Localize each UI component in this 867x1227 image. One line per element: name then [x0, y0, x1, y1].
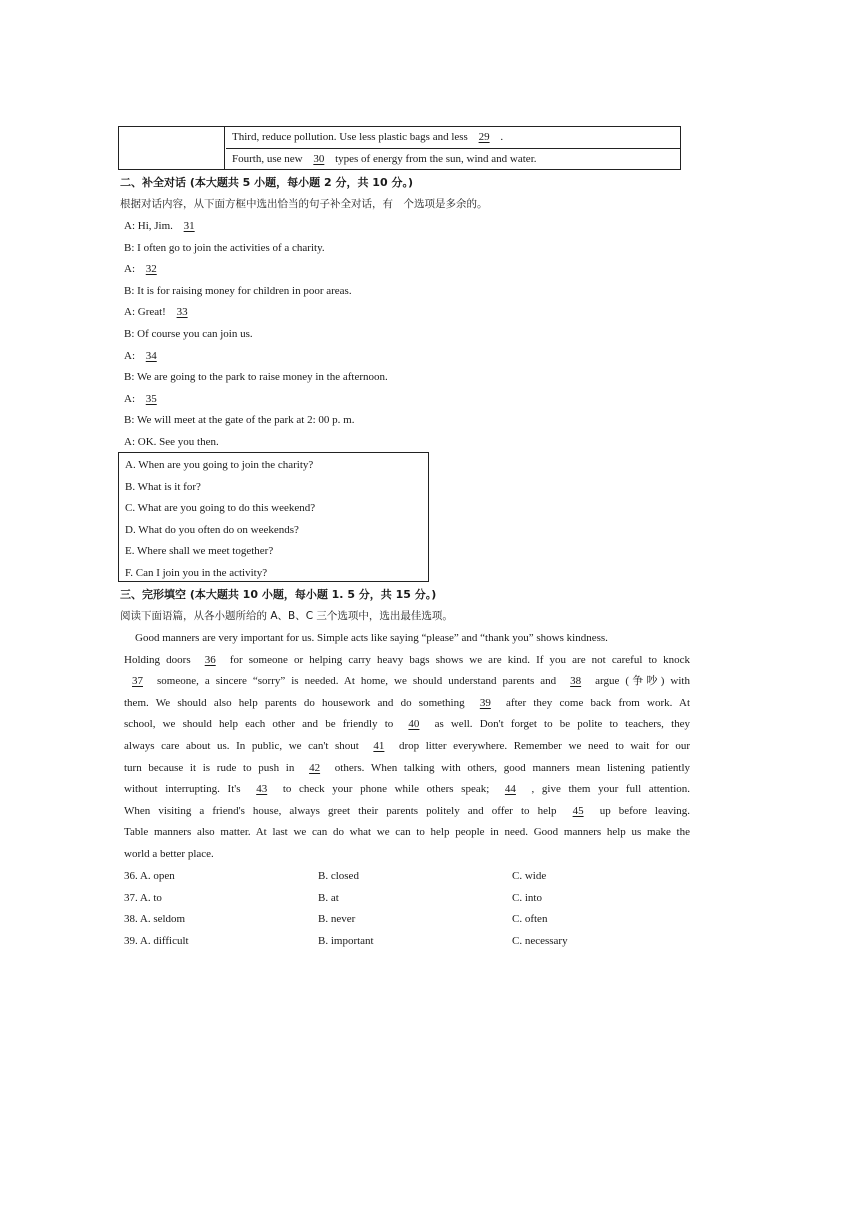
speaker-label: A:: [124, 392, 138, 405]
passage-text: after they come back from work. At: [506, 696, 691, 709]
blank-44: 44: [504, 783, 516, 796]
passage-text: Good manners are very important for us. Simple acts like saying “please” and “thank you” shows kindness.: [124, 632, 608, 644]
passage-line: [124, 717, 690, 731]
blank-33: 33: [176, 306, 188, 319]
section-3-title: 三、完形填空 (本大题共 10 小题，每小题 1. 5 分，共 15 分。): [120, 588, 437, 601]
dialogue-line: [124, 435, 219, 449]
blank-32: 32: [145, 263, 157, 276]
dialogue-text: I often go to join the activities of a charity.: [137, 241, 325, 254]
dialogue-line: [124, 219, 203, 233]
speaker-label: A:: [124, 263, 138, 276]
blank-31: 31: [183, 220, 195, 232]
dialogue-line: [124, 370, 388, 384]
table-row-text-end: types of energy from the sun, wind and water.: [335, 153, 537, 165]
passage-text: drop litter everywhere. Remember we need to wait for our: [398, 740, 690, 752]
dialogue-line: [124, 413, 354, 427]
speaker-label: B:: [124, 328, 138, 340]
passage-text: others. When talking with others, good manners mean listening patiently: [334, 761, 691, 774]
table-row-29: [226, 127, 680, 149]
choice-b: B. important: [318, 934, 374, 947]
option-item: F. Can I join you in the activity?: [125, 567, 268, 579]
passage-line: [124, 847, 690, 861]
choice-b: B. at: [318, 891, 339, 904]
dialogue-text: It is for raising money for children in poor areas.: [137, 284, 352, 297]
speaker-label: B:: [124, 371, 137, 384]
dialogue-line: [124, 349, 165, 363]
blank-37: 37: [132, 675, 143, 688]
passage-text: up before leaving.: [599, 804, 691, 817]
table-row-30: [226, 149, 680, 170]
speaker-label: B:: [124, 284, 138, 297]
section-3-instruction: 阅读下面语篇，从各小题所给的 A、B、C 三个选项中，选出最佳选项。: [120, 610, 453, 622]
passage-text: to check your phone while others speak;: [282, 783, 490, 796]
choice-c: C. often: [512, 913, 548, 926]
passage-line: [124, 739, 690, 753]
option-item: E. Where shall we meet together?: [125, 545, 274, 558]
passage-text: as well. Don't forget to be polite to teachers, they: [434, 718, 691, 731]
passage-text: Table manners also matter. At last we can do what we can to help people in need. Good manners help us make the: [124, 826, 690, 839]
passage-line: [124, 782, 690, 796]
speaker-label: A:: [124, 436, 138, 448]
passage-text: them. We should also help parents do housework and do something: [124, 696, 465, 709]
passage-text: for someone or helping carry heavy bags shows we are kind. If you are not careful to knock: [229, 653, 691, 666]
dialogue-line: [124, 241, 325, 255]
passage-text: , give them your full attention.: [531, 783, 691, 796]
table-left-cell: [119, 127, 225, 169]
passage-line: [124, 674, 690, 688]
dialogue-text: We will meet at the gate of the park at 2: 00 p. m.: [136, 414, 355, 427]
choice-a: 37. A. to: [124, 891, 162, 904]
answer-table: [118, 126, 681, 170]
choice-c: C. necessary: [512, 934, 568, 947]
choice-a: 36. A. open: [124, 870, 175, 882]
blank-34: 34: [145, 349, 157, 362]
passage-text: When visiting a friend's house, always greet their parents politely and offer to help: [124, 804, 557, 817]
option-item: A. When are you going to join the charity?: [125, 459, 314, 471]
blank-45: 45: [572, 804, 584, 817]
dialogue-line: [124, 327, 253, 341]
blank-41: 41: [373, 740, 385, 752]
passage-line: [124, 825, 690, 839]
blank-43: 43: [256, 783, 268, 796]
choice-c: C. wide: [512, 870, 547, 882]
dialogue-line: [124, 392, 165, 406]
table-row-text: Third, reduce pollution. Use less plastic bags and less: [232, 131, 468, 143]
passage-text: argue (争吵) with: [595, 675, 690, 688]
blank-36: 36: [204, 653, 216, 666]
passage-line: [124, 761, 690, 775]
dialogue-line: [124, 305, 196, 319]
dialogue-text: Great!: [137, 306, 169, 319]
passage-text: school, we should help each other and be friendly to: [124, 718, 394, 731]
passage-line: [124, 804, 690, 818]
passage-text: always care about us. In public, we can't shout: [124, 740, 359, 752]
choice-b: B. closed: [318, 870, 359, 882]
speaker-label: A:: [124, 220, 138, 232]
passage-text: turn because it is rude to push in: [124, 761, 295, 774]
passage-line: [124, 653, 690, 667]
passage-text: world a better place.: [124, 848, 214, 860]
passage-line: [124, 631, 690, 645]
blank-39: 39: [479, 696, 491, 709]
section-2-instruction: 根据对话内容，从下面方框中选出恰当的句子补全对话，有 个选项是多余的。: [120, 198, 488, 210]
option-item: D. What do you often do on weekends?: [125, 523, 299, 536]
choice-a: 39. A. difficult: [124, 934, 189, 947]
speaker-label: A:: [124, 306, 138, 319]
blank-38: 38: [570, 675, 582, 688]
dialogue-text: Hi, Jim.: [137, 220, 176, 232]
choice-c: C. into: [512, 891, 542, 904]
speaker-label: B:: [124, 414, 137, 427]
blank-29: 29: [478, 131, 490, 143]
table-row-text: Fourth, use new: [232, 153, 303, 165]
passage-text: someone, a sincere “sorry” is needed. At home, we should understand parents and: [157, 675, 557, 688]
dialogue-line: [124, 284, 352, 298]
speaker-label: B:: [124, 241, 138, 254]
dialogue-text: We are going to the park to raise money in the afternoon.: [136, 371, 388, 384]
passage-text: Holding doors: [124, 653, 191, 666]
passage-line: [124, 696, 690, 710]
speaker-label: A:: [124, 349, 138, 362]
blank-42: 42: [309, 761, 321, 774]
section-2-title: 二、补全对话 (本大题共 5 小题，每小题 2 分，共 10 分。): [120, 176, 413, 189]
blank-40: 40: [408, 718, 420, 731]
dialogue-line: [124, 262, 165, 276]
choice-a: 38. A. seldom: [124, 913, 186, 926]
passage-text: without interrupting. It's: [124, 783, 241, 796]
choice-b: B. never: [318, 913, 356, 926]
dialogue-text: OK. See you then.: [137, 436, 219, 448]
option-item: C. What are you going to do this weekend?: [125, 502, 316, 515]
table-row-text-end: .: [500, 131, 504, 143]
options-box: [118, 452, 429, 582]
option-item: B. What is it for?: [125, 480, 201, 493]
dialogue-text: Of course you can join us.: [137, 328, 253, 340]
blank-30: 30: [313, 153, 325, 165]
blank-35: 35: [145, 392, 157, 405]
